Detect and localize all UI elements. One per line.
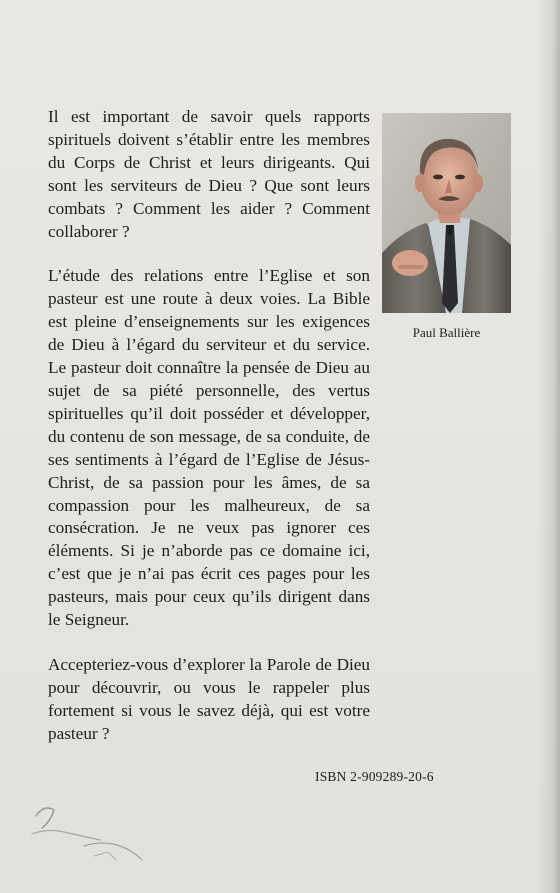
blurb-paragraph-3: Accepteriez-vous d’explorer la Parole de Dieu pour découvrir, ou vous le rappeler plus fortement si vous le savez déjà, qui est votre pasteur ? <box>48 654 370 743</box>
blurb-paragraph-1: Il est important de savoir quels rapports spirituels doivent s’établir entre les membres du Corps de Christ et leurs dirigeants. Qui sont les serviteurs de Dieu ? Que sont leurs combats ? Comment les aider ? Comment collaborer ? <box>48 107 370 241</box>
author-portrait-icon <box>382 113 511 313</box>
isbn-number: ISBN 2-909289-20-6 <box>315 769 434 784</box>
pencil-mark-icon <box>24 800 154 870</box>
author-name: Paul Ballière <box>412 325 481 340</box>
cover-edge-shadow <box>538 0 560 893</box>
blurb-paragraph-2: L’étude des relations entre l’Eglise et son pasteur est une route à deux voies. La Bible est pleine d’enseignements sur les exigences de Dieu à l’égard du serviteur et du service. Le pasteur doit connaître la pensée de Dieu au sujet de sa piété personnelle, des vertus spirituelles qu’il doit posséder et développer, du contenu de son message, de sa conduite, de ses sentiments à l’égard de l’Eglise de Jésus-Christ, de sa passion pour les âmes, de sa compassion pour les malheureux, de sa consécration. Je ne veux pas ignorer ces éléments. Si je n’aborde pas ce domaine ici, c’est que je n’ai pas écrit ces pages pour les pasteurs, mais pour ceux qu’ils dirigent dans le Seigneur. <box>48 266 370 630</box>
author-photo <box>382 113 511 313</box>
blurb-text <box>48 106 370 768</box>
